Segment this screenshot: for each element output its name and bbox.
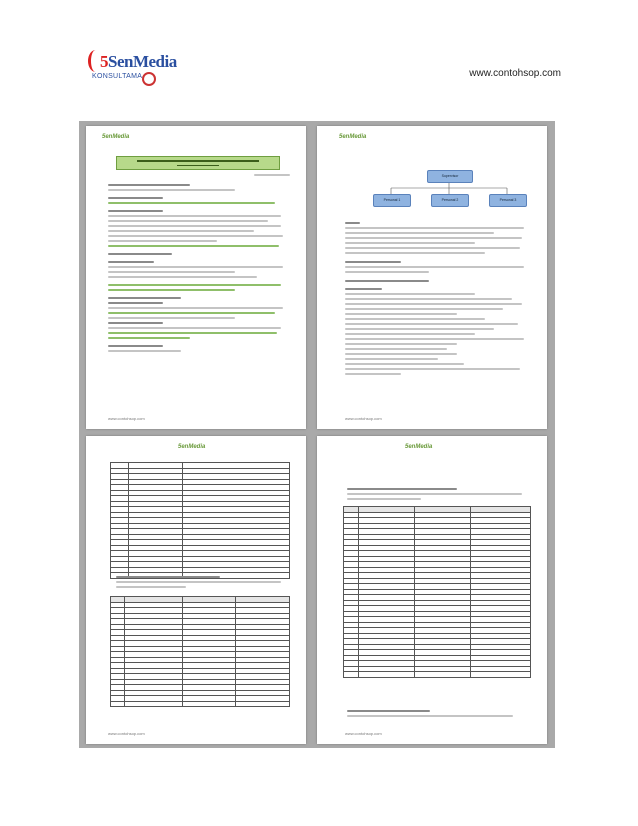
page-1-body — [108, 174, 290, 355]
page-logo: 5enMedia — [405, 444, 433, 450]
section-heading — [347, 710, 531, 720]
page-logo: 5enMedia — [339, 134, 367, 140]
document-page-3 — [86, 436, 306, 744]
org-node: Personal 3 — [489, 194, 527, 207]
logo-subtitle: KONSULTAMA — [92, 73, 143, 80]
logo-badge-icon — [142, 72, 156, 86]
document-page-1 — [86, 126, 306, 429]
section-heading — [116, 576, 290, 591]
document-page-4 — [317, 436, 547, 744]
page-footer: www.contohsop.com — [108, 416, 145, 421]
equipment-table-1 — [110, 462, 290, 579]
org-node: Personal 1 — [373, 194, 411, 207]
logo-wordmark: 5SenMedia — [100, 52, 177, 71]
org-chart — [369, 162, 529, 222]
org-node-supervisor: Supervisor — [427, 170, 473, 183]
document-title-banner — [116, 156, 280, 170]
page-footer: www.contohsop.com — [345, 731, 382, 736]
page-2-body — [345, 222, 531, 378]
page-logo: 5enMedia — [178, 444, 206, 450]
org-node: Personal 2 — [431, 194, 469, 207]
equipment-table-3 — [343, 506, 531, 678]
document-page-2 — [317, 126, 547, 429]
brand-logo[interactable] — [88, 50, 177, 90]
page-footer: www.contohsop.com — [108, 731, 145, 736]
website-url[interactable]: www.contohsop.com — [469, 68, 561, 79]
section-heading — [347, 488, 531, 503]
equipment-table-2 — [110, 596, 290, 707]
page-logo: 5enMedia — [102, 134, 130, 140]
page-footer: www.contohsop.com — [345, 416, 382, 421]
